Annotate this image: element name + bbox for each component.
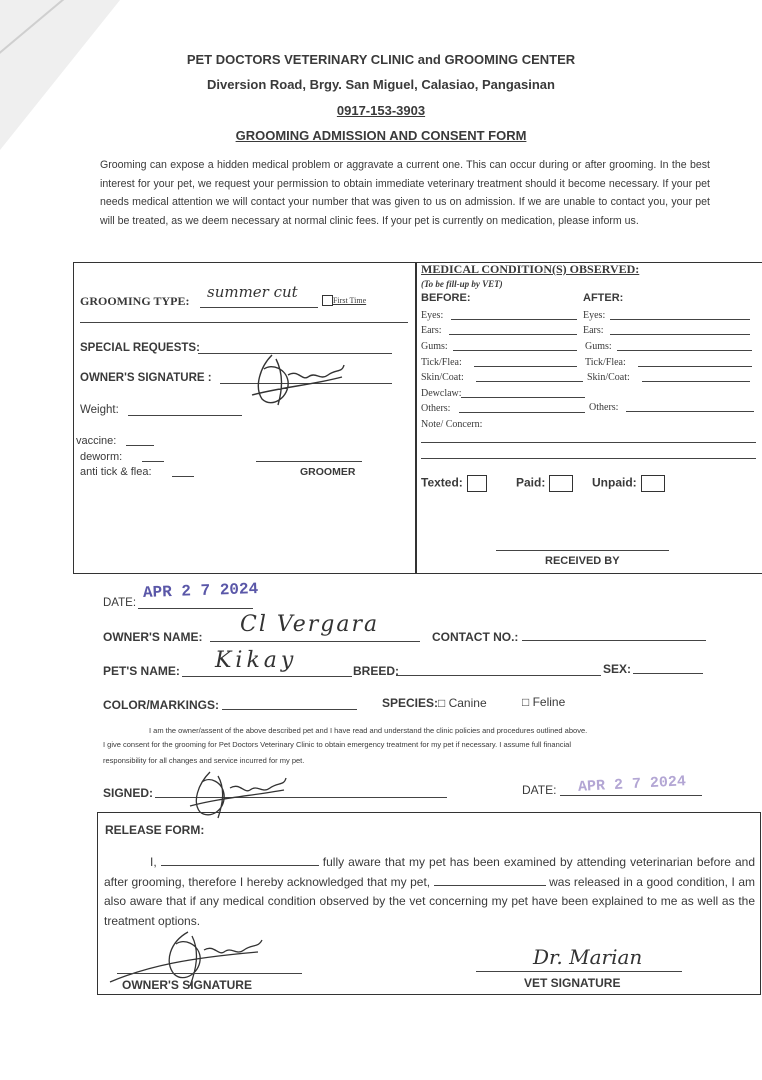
note-label: Note/ Concern: [421,419,483,430]
consent-line: I give consent for the grooming for Pet Doctors Veterinary Clinic to obtain emergency treatment for my pet if necessary. I assume full financial [103,740,571,749]
grooming-type-value[interactable]: summer cut [207,283,298,301]
texted-checkbox[interactable] [467,475,487,492]
breed-field[interactable] [396,675,601,676]
release-title: RELEASE FORM: [105,823,205,837]
anti-tick-label: anti tick & flea: [80,466,152,478]
before-heading: BEFORE: [421,292,471,304]
contact-field[interactable] [522,640,706,641]
clinic-address: Diversion Road, Brgy. San Miguel, Calasiao, Pangasinan [207,77,555,92]
release-owner-field[interactable] [161,855,319,866]
canine-checkbox[interactable]: □ [438,696,449,710]
before-item: Ears: [421,325,442,336]
medical-subtitle: (To be fill-up by VET) [421,279,503,289]
before-item: Others: [421,403,451,414]
signed-label: SIGNED: [103,786,154,800]
after-item: Skin/Coat: [587,372,630,383]
grooming-type-label: GROOMING TYPE: [80,294,190,308]
owner-signature-scribble [232,347,352,411]
deworm-label: deworm: [80,451,123,463]
paid-label: Paid: [516,475,573,492]
sex-field[interactable] [633,673,703,674]
breed-label: BREED: [353,664,400,678]
clinic-phone: 0917-153-3903 [336,103,426,118]
vet-signature-label: VET SIGNATURE [524,976,621,990]
medical-title: MEDICAL CONDITION(S) OBSERVED: [421,262,640,276]
panel-divider [415,262,417,574]
vet-signature-field[interactable] [476,971,682,972]
unpaid-label: Unpaid: [592,475,665,492]
groomer-field[interactable] [256,461,362,462]
after-item: Eyes: [583,310,606,321]
vaccine-label: vaccine: [76,435,117,447]
received-by-label: RECEIVED BY [545,555,620,567]
canine-option[interactable]: □ Canine [438,696,487,710]
texted-label: Texted: [421,475,487,492]
feline-checkbox[interactable]: □ [522,695,533,709]
after-item: Tick/Flea: [585,357,626,368]
groomer-label: GROOMER [300,466,356,478]
after-item: Gums: [585,341,612,352]
note-field[interactable] [421,442,756,443]
received-by-field[interactable] [496,550,669,551]
weight-field[interactable] [128,415,242,416]
owner-name-label: OWNER'S NAME: [103,630,203,644]
special-requests-label: SPECIAL REQUESTS: [80,342,200,354]
feline-option[interactable]: □ Feline [522,695,566,709]
after-item: Others: [589,402,619,413]
sex-label: SEX: [603,662,632,676]
vet-signature-value: Dr. Marian [533,945,643,969]
consent-date-label: DATE: [522,783,557,797]
weight-label: Weight: [80,404,119,416]
after-item: Ears: [583,325,604,336]
color-markings-label: COLOR/MARKINGS: [103,698,219,712]
first-time-checkbox[interactable] [322,295,333,306]
paid-checkbox[interactable] [549,475,573,492]
first-time-label: First Time [333,296,367,305]
pets-name-label: PET'S NAME: [103,664,180,678]
release-owner-signature-field[interactable] [117,973,302,974]
clinic-name: PET DOCTORS VETERINARY CLINIC and GROOMING CENTER [186,52,576,67]
owner-name-value[interactable]: Cl Vergara [240,612,380,637]
form-title: GROOMING ADMISSION AND CONSENT FORM [235,128,527,143]
unpaid-checkbox[interactable] [641,475,665,492]
intro-paragraph: Grooming can expose a hidden medical problem or aggravate a current one. This can occur during or after grooming. In the best interest for your pet, we request your permission to obtain immediate veterinary treatment should it become necessary. If your pet needs medical attention we will contact your number that was given to us on admission. If we are unable to contact you, your pet will be treated, as we deem necessary at normal clinic fees. If your pet is currently on medication, please inform us. [100,159,710,227]
contact-label: CONTACT NO.: [432,630,519,644]
date-stamp: APR 2 7 2024 [142,579,259,603]
before-item: Dewclaw: [421,388,462,399]
before-item: Gums: [421,341,448,352]
consent-line: I am the owner/assent of the above described pet and I have read and understand the clinic policies and procedures outlined above. [149,726,588,735]
owner-signature-label: OWNER'S SIGNATURE : [80,372,212,384]
consent-line: responsibility for all changes and service incurred for my pet. [103,756,305,765]
before-item: Eyes: [421,310,444,321]
species-label: SPECIES: [382,696,439,710]
before-item: Tick/Flea: [421,357,462,368]
release-pet-field[interactable] [434,875,546,886]
consent-date-stamp: APR 2 7 2024 [577,773,687,796]
pets-name-value[interactable]: Kikay [215,648,298,673]
color-markings-field[interactable] [222,709,357,710]
before-item: Skin/Coat: [421,372,464,383]
after-heading: AFTER: [583,292,624,304]
release-owner-signature-label: OWNER'S SIGNATURE [122,978,252,992]
release-paragraph: I, fully aware that my pet has been examined by attending veterinarian before and after grooming, therefore I hereby acknowledged that my pet, was released in a good condition, I am also aware that if any medical condition observed by the vet concerning my pet have been explained to me as well as the treatment options. [104,855,755,928]
date-label: DATE: [103,597,137,609]
